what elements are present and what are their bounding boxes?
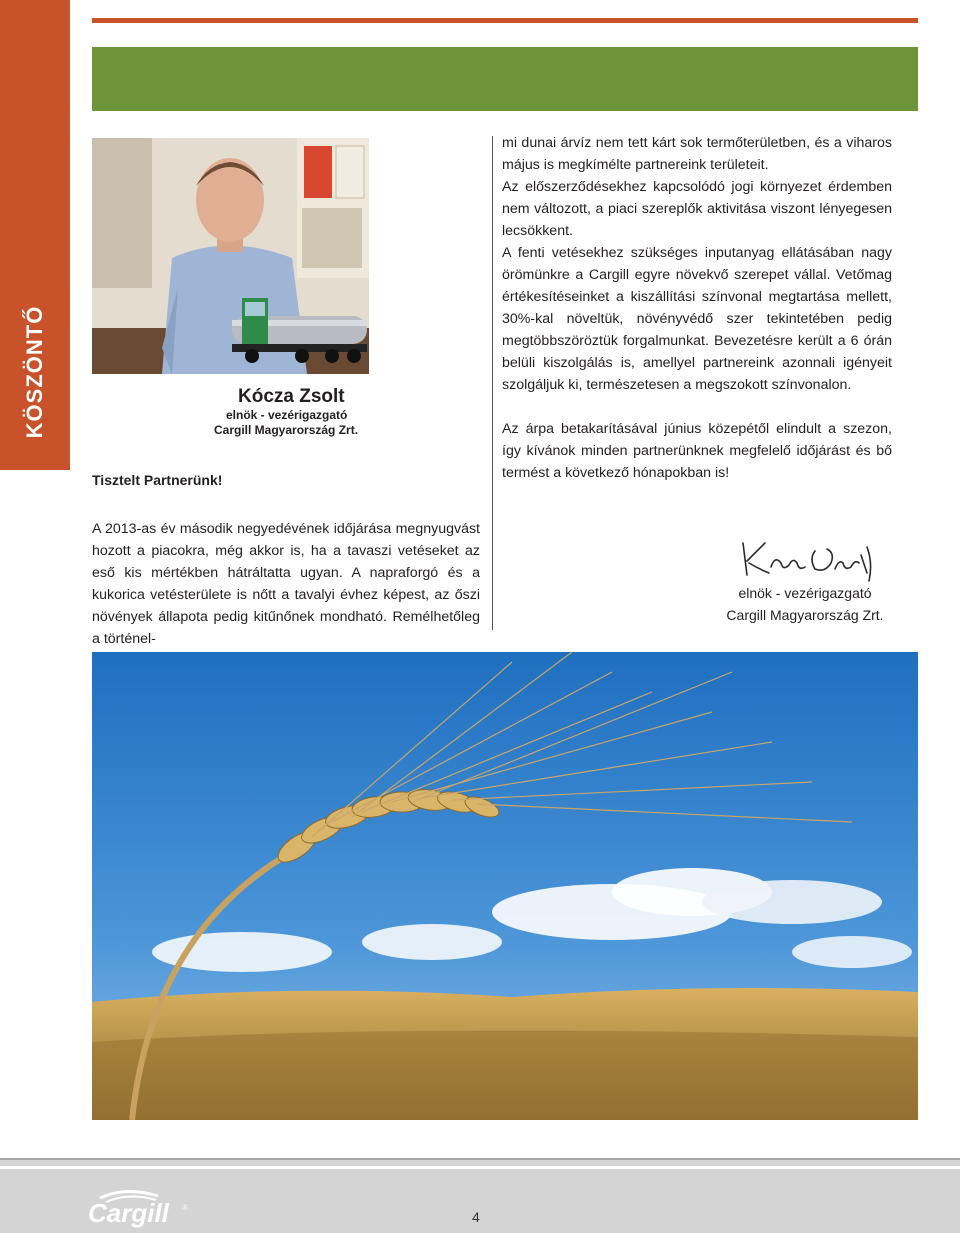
cargill-logo-graphic [86, 1188, 206, 1228]
wheat-illustration [92, 652, 918, 1120]
paragraph: Az árpa betakarításával június közepétől elindult a szezon, így kívánok minden partnerünknek megfelelő időjárást és bő termést a következő hónapokban is! [502, 421, 892, 481]
author-name: Kócza Zsolt [238, 386, 345, 407]
paragraph: mi dunai árvíz nem tett kárt sok termőterületben, és a viharos május is megkímélte partnereink területeit. [502, 135, 892, 173]
paragraph: A fenti vetésekhez szükséges inputanyag ellátásában nagy örömünkre a Cargill egyre növekvő szerepet vállal. Vetőmag értékesítéseinket a kiszállítási színvonal megtartása mellett, 30%-kal növeltük, növényvédő szer tekintetében pedig megtöbbszöröztük forgalmunkat. Bevezetésre került a 6 órán belüli kiszolgálás is, amellyel partnereink azonnali igényeit szolgáljuk ki, természetesen a megszokott színvonalon. [502, 245, 892, 393]
right-column-text [502, 132, 892, 484]
author-role: elnök - vezérigazgató [226, 408, 348, 422]
handwritten-signature [735, 533, 885, 583]
svg-text:®: ® [182, 1203, 188, 1212]
left-column-text [92, 518, 480, 650]
header-accent-line [92, 18, 918, 23]
portrait-illustration [92, 138, 369, 374]
signature-graphic [735, 533, 885, 583]
section-label: KÖSZÖNTŐ [22, 305, 47, 439]
signature-company: Cargill Magyarország Zrt. [726, 607, 884, 623]
author-name-block [214, 386, 454, 438]
header-green-band [92, 47, 918, 111]
column-divider [492, 136, 493, 630]
svg-text:Cargill: Cargill [88, 1198, 169, 1228]
section-sidebar [0, 0, 70, 1233]
author-portrait-photo [92, 138, 369, 374]
page-number: 4 [472, 1209, 480, 1225]
signature-role: elnök - vezérigazgató [738, 585, 872, 601]
cargill-logo [86, 1188, 206, 1228]
footer-stripe [0, 1166, 960, 1169]
wheat-ear-photo [92, 652, 918, 1120]
greeting: Tisztelt Partnerünk! [92, 472, 223, 488]
signature-block [710, 582, 900, 626]
author-company: Cargill Magyarország Zrt. [214, 423, 359, 437]
footer-top-line [0, 1158, 960, 1160]
paragraph: Az előszerződésekhez kapcsolódó jogi környezet érdemben nem változott, a piaci szereplők aktivitása viszont lényegesen lecsökkent. [502, 179, 892, 239]
paragraph: A 2013-as év második negyedévének időjárása megnyugvást hozott a piacokra, még akkor is, ha a tavaszi vetéseket az eső kis mértékben hátráltatta ugyan. A napraforgó és a kukorica vetésterülete is nőtt a tavalyi évhez képest, az őszi növények állapota pedig kitűnőnek mondható. Remélhetőleg a történel- [92, 521, 480, 647]
